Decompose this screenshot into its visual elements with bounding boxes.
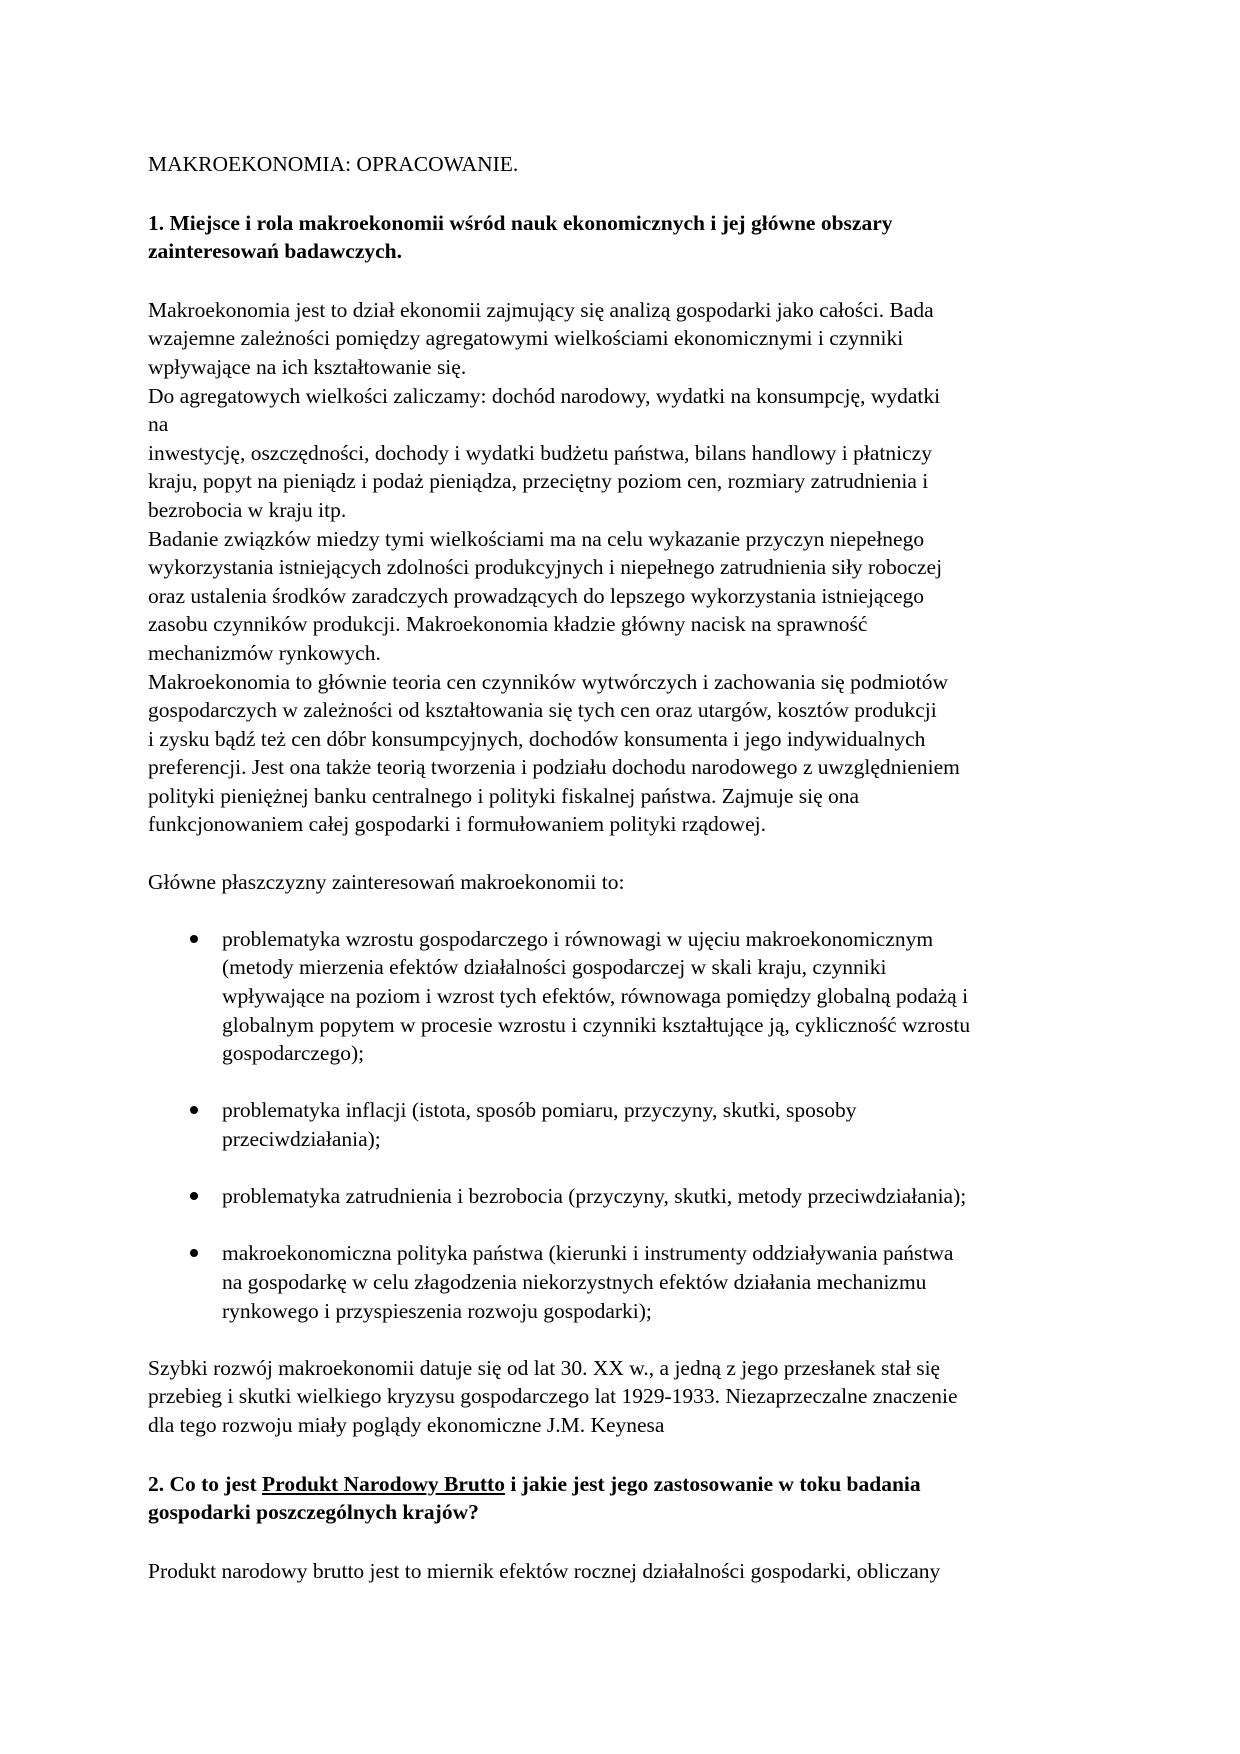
paragraph-line: bezrobocia w kraju itp.: [148, 497, 347, 522]
paragraph-line: funkcjonowaniem całej gospodarki i formułowaniem polityki rządowej.: [148, 812, 766, 837]
list-item-line: na gospodarkę w celu złagodzenia niekorzystnych efektów działania mechanizmu: [222, 1269, 927, 1294]
section2-heading-line: gospodarki poszczególnych krajów?: [148, 1500, 479, 1525]
paragraph-line: Produkt narodowy brutto jest to miernik efektów rocznej działalności gospodarki, obliczany: [148, 1558, 941, 1583]
paragraph-line: preferencji. Jest ona także teorią tworzenia i podziału dochodu narodowego z uwzględnieniem: [148, 755, 960, 780]
paragraph-line: i zysku bądź też cen dóbr konsumpcyjnych, dochodów konsumenta i jego indywidualnych: [148, 726, 926, 751]
document-title: MAKROEKONOMIA: OPRACOWANIE.: [148, 152, 519, 176]
bullet-icon: [190, 1106, 198, 1114]
section1-heading: [148, 209, 1098, 266]
paragraph-line: polityki pieniężnej banku centralnego i polityki fiskalnej państwa. Zajmuje się ona: [148, 783, 860, 808]
list-item-line: problematyka wzrostu gospodarczego i równowagi w ujęciu makroekonomicznym: [222, 926, 934, 951]
list-item-line: wpływające na poziom i wzrost tych efektów, równowaga pomiędzy globalną podażą i: [222, 984, 969, 1009]
paragraph-line: mechanizmów rynkowych.: [148, 640, 381, 665]
paragraph-line: na: [148, 412, 169, 437]
section2-heading-prefix: 2. Co to jest: [148, 1471, 263, 1496]
bullet-icon: [190, 935, 198, 943]
list-item: [148, 1239, 1098, 1325]
areas-list: [148, 925, 1098, 1325]
section1-closing: [148, 1354, 1098, 1440]
paragraph-line: wykorzystania istniejących zdolności produkcyjnych i niepełnego zatrudnienia siły roboczej: [148, 555, 943, 580]
list-item-line: makroekonomiczna polityka państwa (kierunki i instrumenty oddziaływania państwa: [222, 1241, 954, 1266]
section1-paragraph: [148, 296, 1098, 839]
list-item: [148, 1096, 1098, 1153]
list-item-line: globalnym popytem w procesie wzrostu i czynniki kształtujące ją, cykliczność wzrostu: [222, 1012, 971, 1037]
section2-paragraph: [148, 1557, 1098, 1586]
list-item-line: przeciwdziałania);: [222, 1127, 381, 1151]
list-item-line: problematyka zatrudnienia i bezrobocia (przyczyny, skutki, metody przeciwdziałania);: [222, 1184, 967, 1209]
paragraph-line: Makroekonomia jest to dział ekonomii zajmujący się analizą gospodarki jako całości. Bada: [148, 297, 934, 322]
paragraph-line: inwestycję, oszczędności, dochody i wydatki budżetu państwa, bilans handlowy i płatniczy: [148, 440, 932, 465]
section2-heading-suffix: i jakie jest jego zastosowanie w toku badania: [504, 1471, 921, 1496]
bullet-icon: [190, 1249, 198, 1257]
paragraph-line: oraz ustalenia środków zaradczych prowadzących do lepszego wykorzystania istniejącego: [148, 583, 925, 608]
section1-heading-line: zainteresowań badawczych.: [148, 239, 403, 264]
list-item-line: problematyka inflacji (istota, sposób pomiaru, przyczyny, skutki, sposoby: [222, 1098, 857, 1123]
section1-heading-line: 1. Miejsce i rola makroekonomii wśród nauk ekonomicznych i jej główne obszary: [148, 210, 893, 235]
areas-intro: Główne płaszczyzny zainteresowań makroekonomii to:: [148, 869, 625, 894]
paragraph-line: dla tego rozwoju miały poglądy ekonomiczne J.M. Keynesa: [148, 1412, 665, 1437]
paragraph-line: Do agregatowych wielkości zaliczamy: dochód narodowy, wydatki na konsumpcję, wydatki: [148, 383, 941, 408]
list-item: [148, 1182, 1098, 1211]
section2-heading: [148, 1470, 1098, 1527]
paragraph-line: zasobu czynników produkcji. Makroekonomia kładzie główny nacisk na sprawność: [148, 612, 868, 637]
section2-heading-line: [148, 1470, 1098, 1499]
paragraph-line: wzajemne zależności pomiędzy agregatowymi wielkościami ekonomicznymi i czynniki: [148, 326, 904, 351]
document-content: [148, 150, 1098, 1585]
list-item-line: gospodarczego);: [222, 1041, 365, 1066]
paragraph-line: kraju, popyt na pieniądz i podaż pieniądza, przeciętny poziom cen, rozmiary zatrudnienia i: [148, 469, 929, 494]
paragraph-line: wpływające na ich kształtowanie się.: [148, 354, 467, 379]
pnb-link[interactable]: Produkt Narodowy Brutto: [262, 1471, 505, 1496]
bullet-icon: [190, 1192, 198, 1200]
paragraph-line: przebieg i skutki wielkiego kryzysu gospodarczego lat 1929-1933. Niezaprzeczalne znaczenie: [148, 1384, 958, 1409]
list-item-line: rynkowego i przyspieszenia rozwoju gospodarki);: [222, 1298, 652, 1323]
paragraph-line: Makroekonomia to głównie teoria cen czynników wytwórczych i zachowania się podmiotów: [148, 669, 949, 694]
paragraph-line: gospodarczych w zależności od kształtowania się tych cen oraz utargów, kosztów produkcji: [148, 698, 937, 723]
list-item-line: (metody mierzenia efektów działalności gospodarczej w skali kraju, czynniki: [222, 955, 887, 980]
list-item: [148, 925, 1098, 1068]
paragraph-line: Badanie związków miedzy tymi wielkościami ma na celu wykazanie przyczyn niepełnego: [148, 526, 925, 551]
paragraph-line: Szybki rozwój makroekonomii datuje się od lat 30. XX w., a jedną z jego przesłanek stał się: [148, 1355, 941, 1380]
